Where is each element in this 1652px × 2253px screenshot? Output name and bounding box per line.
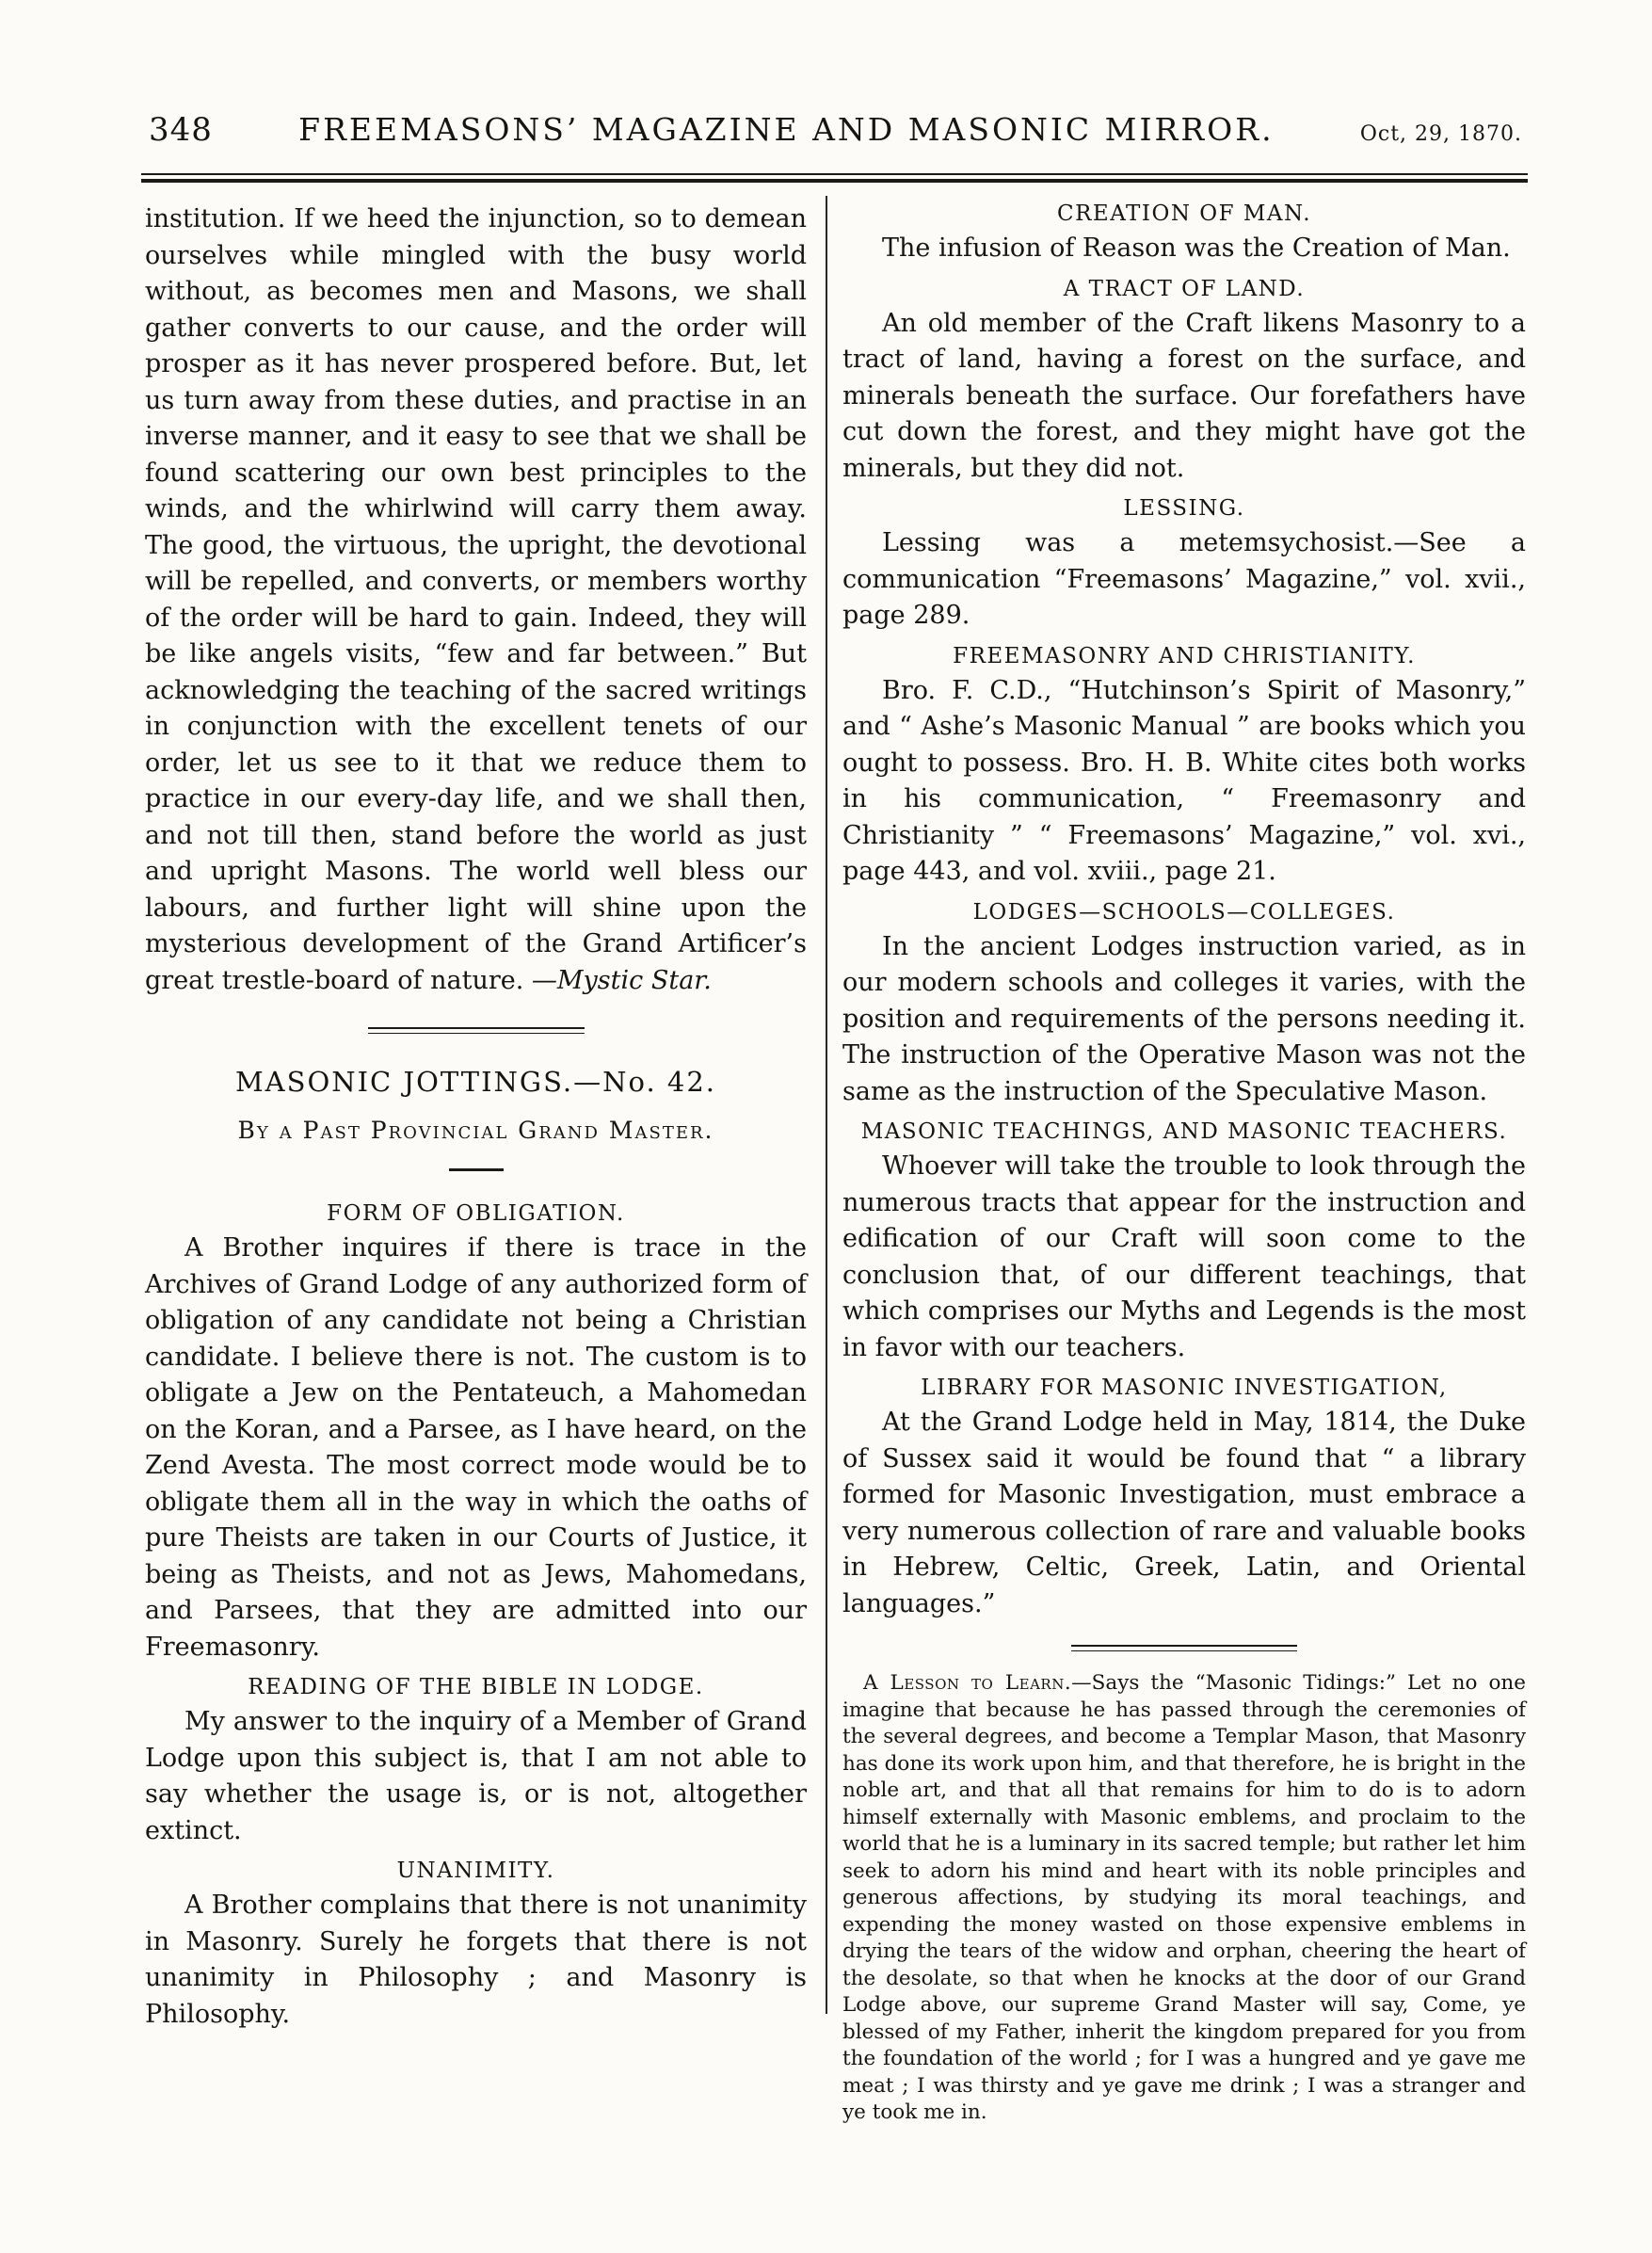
section-heading-reading-of-the-bible: READING OF THE BIBLE IN LODGE. <box>248 1675 704 1699</box>
article-byline: By a Past Provincial Grand Master. <box>237 1117 714 1144</box>
section-heading-unanimity: UNANIMITY. <box>396 1859 555 1883</box>
section-paragraph: A Brother complains that there is not unanimity in Masonry. Surely he forgets that there is not unanimity in Philosophy ; and Masonry is Philosophy. <box>145 1891 807 2029</box>
section-heading-lessing: LESSING. <box>1123 496 1245 521</box>
source-citation: —Mystic Star. <box>531 965 712 995</box>
continuation-text: institution. If we heed the injunction, so to demean ourselves while mingled with the busy world without, as becomes men and Masons, we shall gather converts to our cause, and the order will prosper as it has never prospered before. But, let us turn away from these duties, and practise in an inverse manner, and it easy to see that we shall be found scattering our own best principles to the winds, and the whirlwind will carry them away. The good, the virtuous, the upright, the devotional will be repelled, and converts, or members worthy of the order will be hard to gain. Indeed, they will be like angels visits, “few and far between.” But acknowledging the teaching of the sacred writings in conjunction with the excellent tenets of our order, let us see to it that we reduce them to practice in our every-day life, and we shall then, and not till then, stand before the world as just and upright Masons. The world well bless our labours, and further light will shine upon the mysterious development of the Grand Artificer’s great trestle-board of nature. <box>145 204 807 995</box>
byline-rule <box>449 1168 504 1171</box>
page-number: 348 <box>149 111 213 149</box>
article-title: MASONIC JOTTINGS.—No. 42. <box>234 1066 717 1098</box>
section-paragraph: Bro. F. C.D., “Hutchinson’s Spirit of Masonry,” and “ Ashe’s Masonic Manual ” are books which you ought to possess. Bro. H. B. White cites both works in his communication, “ Freemasonry and Christianity ” “ Freemasons’ Magazine,” vol. xvi., page 443, and vol. xviii., page 21. <box>842 675 1526 886</box>
section-paragraph: At the Grand Lodge held in May, 1814, the Duke of Sussex said it would be found that “ a library formed for Masonic Investigation, must embrace a very numerous collection of rare and valuable books in Hebrew, Celtic, Greek, Latin, and Oriental languages.” <box>842 1408 1526 1618</box>
section-paragraph: Whoever will take the trouble to look through the numerous tracts that appear for the instruction and edification of our Craft will soon come to the conclusion that, of our different teachings, that which comprises our Myths and Legends is the most in favor with our teachers. <box>842 1151 1526 1362</box>
article-separator-rule <box>368 1027 585 1034</box>
section-heading-freemasonry-and-christianity: FREEMASONRY AND CHRISTIANITY. <box>953 643 1416 668</box>
footnote-lead: A Lesson to Learn. <box>863 1671 1072 1695</box>
page-header <box>141 111 1528 149</box>
section-paragraph: In the ancient Lodges instruction varied, as in our modern schools and colleges it varies, with the position and requirements of the persons needing it. The instruction of the Operative Mason was not the same as the instruction of the Speculative Mason. <box>842 931 1526 1106</box>
left-column <box>141 196 826 2127</box>
section-paragraph: My answer to the inquiry of a Member of Grand Lodge upon this subject is, that I am not able to say whether the usage is, or is not, altogether extinct. <box>145 1707 807 1845</box>
two-column-layout <box>141 196 1528 2127</box>
section-paragraph: The infusion of Reason was the Creation of Man. <box>882 233 1511 263</box>
section-heading-form-of-obligation: FORM OF OBLIGATION. <box>327 1201 625 1226</box>
section-paragraph: A Brother inquires if there is trace in the Archives of Grand Lodge of any authorized form of obligation of any candidate not being a Christian candidate. I believe there is not. The custom is to obligate a Jew on the Pentateuch, a Mahomedan on the Koran, and a Parsee, as I have heard, on the Zend Avesta. The most correct mode would be to obligate them all in the way in which the oaths of pure Theists are taken in our Courts of Justice, it being as Theists, and not as Jews, Mahomedans, and Parsees, that they are admitted into our Freemasonry. <box>145 1233 807 1662</box>
section-heading-library-for-masonic-investigation: LIBRARY FOR MASONIC INVESTIGATION, <box>921 1376 1448 1400</box>
section-paragraph: Lessing was a metemsychosist.—See a communication “Freemasons’ Magazine,” vol. xvii., page 289. <box>842 528 1526 630</box>
header-rule <box>141 173 1528 183</box>
section-heading-creation-of-man: CREATION OF MAN. <box>1056 201 1312 226</box>
issue-date: Oct, 29, 1870. <box>1359 122 1522 146</box>
section-paragraph: An old member of the Craft likens Masonry to a tract of land, having a forest on the surface, and minerals beneath the surface. Our forefathers have cut down the forest, and they might have got the minerals, but they did not. <box>842 308 1526 483</box>
section-heading-lodges-schools-colleges: LODGES—SCHOOLS—COLLEGES. <box>972 899 1396 925</box>
right-column <box>827 196 1528 2127</box>
footnote-paragraph <box>842 1670 1526 2127</box>
continuation-paragraph <box>145 201 807 999</box>
footnote-separator-rule <box>1071 1645 1297 1651</box>
magazine-title: FREEMASONS’ MAGAZINE AND MASONIC MIRROR. <box>298 111 1275 148</box>
section-heading-masonic-teachings: MASONIC TEACHINGS, AND MASONIC TEACHERS. <box>860 1119 1508 1144</box>
footnote-text: —Says the “Masonic Tidings:” Let no one imagine that because he has passed through the ceremonies of the several degrees, and become a Templar Mason, that Masonry has done its work upon him, and that therefore, he is bright in the noble art, and that all that remains for him to do is to adorn himself externally with Masonic emblems, and proclaim to the world that he is a luminary in its sacred temple; but rather let him seek to adorn his mind and heart with its noble principles and generous affections, by studying its moral teachings, and expending the money wasted on those expensive emblems in drying the tears of the widow and orphan, cheering the heart of the desolate, so that when he knocks at the door of our Grand Lodge above, our supreme Grand Master will say, Come, ye blessed of my Father, inherit the kingdom prepared for you from the foundation of the world ; for I was a hungred and ye gave me meat ; I was thirsty and ye gave me drink ; I was a stranger and ye took me in. <box>842 1671 1526 2124</box>
section-heading-a-tract-of-land: A TRACT OF LAND. <box>1063 276 1306 301</box>
